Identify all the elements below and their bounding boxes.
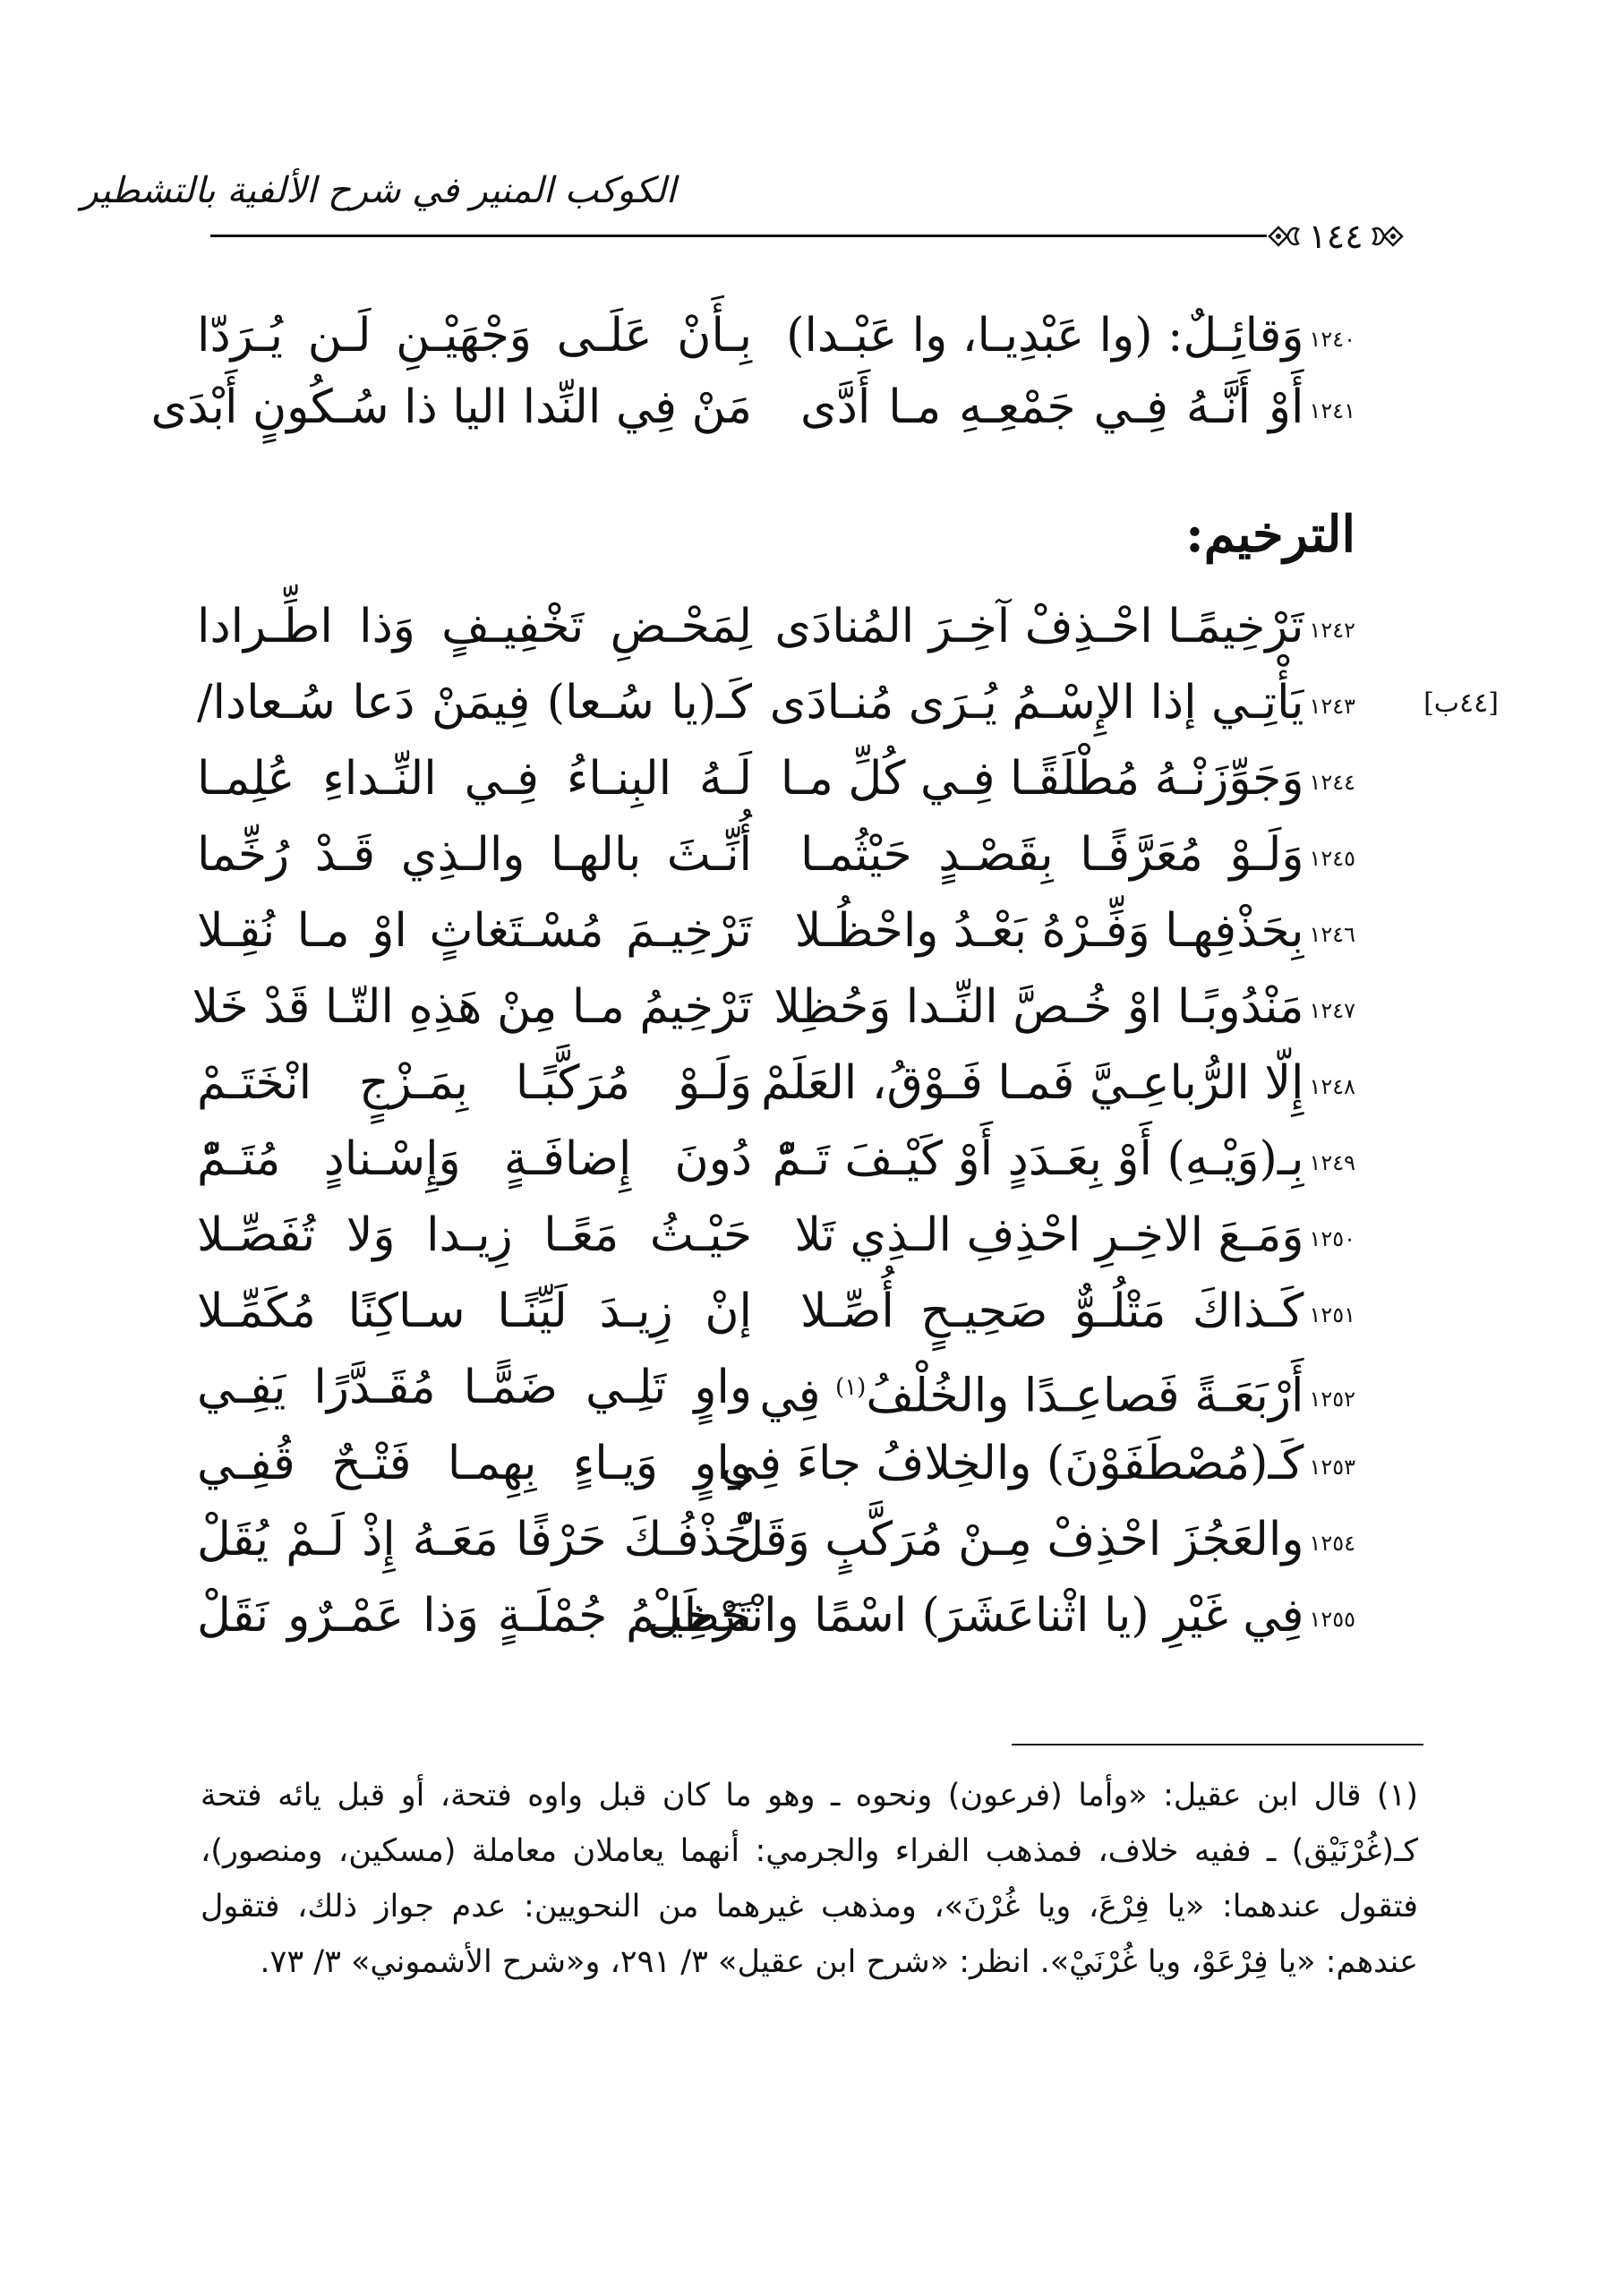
verse-number: ١٢٥٢ [1309, 1386, 1355, 1412]
verse-first-hemistich [769, 671, 1355, 738]
verse-first-hemistich [786, 304, 1355, 371]
verse-number: ١٢٤٦ [1309, 921, 1355, 947]
verse-number: ١٢٤٢ [1309, 617, 1355, 643]
page-number: ١٤٤ [1308, 217, 1363, 256]
verse-second-hemistich: دُونَ إِضافَـةٍ وَإِسْـنادٍ مُتَـمّْ [197, 1132, 752, 1186]
verse-second-hemistich: إنْ زِيـدَ لَيِّنًـا سـاكِنًا مُكَمِّـلا [197, 1285, 752, 1338]
folio-marker: [٤٤ب] [1423, 687, 1499, 719]
verse-number: ١٢٥٤ [1309, 1530, 1355, 1556]
page-number-ornament [1264, 217, 1407, 256]
verse-number: ١٢٥٠ [1309, 1225, 1355, 1251]
verse-first-hemistich [780, 747, 1355, 814]
hemistich-text: أَرْبَعَـةً فَصاعِـدًا والخُلْفُ [866, 1369, 1304, 1423]
hemistich-text: فِي غَيْرِ (يا اثْناعَشَرَ) اسْمًا وانْحَظَلْ [647, 1589, 1304, 1643]
verse-second-hemistich: لَـهُ البِنـاءُ فِـي النِّـداءِ عُلِمـا [197, 752, 752, 806]
verse-first-hemistich [759, 1356, 1355, 1430]
verse-second-hemistich: واوٍ تَلِـي ضَمًّـا مُقَـدَّرًا يَفِـي [197, 1361, 752, 1414]
hemistich-text: مَنْدُوبًـا اوْ خُـصَّ النِّـدا وَحُظِلا [774, 980, 1304, 1034]
verse-number: ١٢٤٥ [1309, 845, 1355, 871]
verse-second-hemistich: مَنْ فِي النِّدا اليا ذا سُـكُونٍ أَبْدَى [150, 380, 752, 434]
verse-first-hemistich [774, 595, 1355, 661]
hemistich-text: وَجَوِّزَنْـهُ مُطْلَقًـا فِـي كُلِّ مـا [780, 752, 1304, 806]
verse-second-hemistich: واوٍ وَيـاءٍ بِهِمـا فَتْـحٌ قُفِـي [197, 1437, 752, 1490]
hemistich-text: وَلَـوْ مُعَرَّفًـا بِقَصْـدٍ حَيْثُمـا [800, 828, 1304, 882]
hemistich-text: فِي [759, 1369, 836, 1423]
verse-first-hemistich [761, 1052, 1355, 1118]
verse-first-hemistich [647, 1584, 1355, 1651]
verse-second-hemistich: تَرْخِيـمُ جُمْلَـةٍ وَذا عَمْـرٌو نَقَلْ [197, 1589, 752, 1643]
verse-first-hemistich [794, 1204, 1355, 1270]
verse-first-hemistich [800, 376, 1355, 442]
verse-first-hemistich [800, 1280, 1355, 1346]
verse-second-hemistich: حَيْـثُ مَعًـا زِيـدا وَلا تُفَصِّـلا [197, 1208, 752, 1262]
running-header-title: الكوكب المنير في شرح الألفية بالتشطير [81, 170, 676, 211]
verse-second-hemistich: تَرْخِيـمَ مُسْـتَغاثٍ اوْ مـا نُقِـلا [197, 904, 752, 958]
verse-number: ١٢٤٣ [1309, 693, 1355, 719]
verse-second-hemistich: بِـأَنْ عَلَـى وَجْهَيْـنِ لَـن يُـرَدّا [197, 309, 752, 363]
footnote-text: (١) قال ابن عقيل: «وأما (فرعون) ونحوه ـ وهو ما كان قبل واوه فتحة، أو قبل يائه فتحة كـ(غُرْنَيْق) ـ ففيه خلاف، فمذهب الفراء والجرمي: أنهما يعاملان معاملة (مسكين، ومنصور)، فتقول عندهما: «يا فِرْعَ، ويا غُرْنَ»، ومذهب غيرهما من النحويين: عدم جواز ذلك، فتقول عندهم: «يا فِرْعَوْ، ويا غُرْنَيْ». انظر: «شرح ابن عقيل» ٣/ ٢٩١، و«شرح الأشموني» ٣/ ٧٣. [201, 1778, 1418, 1980]
verse-number: ١٢٤٠ [1309, 326, 1355, 352]
verse-second-hemistich: كَـ(يا سُـعا) فِيمَنْ دَعا سُـعادا/ [197, 676, 752, 730]
verse-number: ١٢٤١ [1309, 397, 1355, 423]
hemistich-text: كَـ(مُصْطَفَوْنَ) والخِلافُ جاءَ فِي [720, 1437, 1304, 1490]
verse-first-hemistich [720, 1432, 1355, 1498]
hemistich-text: يَأْتِـي إذا الإِسْـمُ يُـرَى مُنـادَى [769, 676, 1304, 730]
hemistich-text: والعَجُزَ احْذِفْ مِـنْ مُرَكَّبٍ وَقَلّْ [730, 1513, 1304, 1566]
verse-first-hemistich [800, 824, 1355, 890]
section-heading: الترخيم: [1185, 505, 1355, 564]
verse-second-hemistich: حَذْفُـكَ حَرْفًا مَعَـهُ إِذْ لَـمْ يُقَلْ [197, 1513, 752, 1566]
verse-number: ١٢٤٧ [1309, 997, 1355, 1023]
verse-number: ١٢٤٨ [1309, 1073, 1355, 1099]
verse-second-hemistich: لِمَحْـضِ تَخْفِيـفٍ وَذا اطِّـرادا [197, 600, 752, 653]
hemistich-text: وَمَـعَ الاخِـرِ احْذِفِ الـذِي تَلا [794, 1208, 1304, 1262]
hemistich-text: أَوْ أَنَّـهُ فِـي جَمْعِـهِ مـا أَدَّى [800, 380, 1304, 434]
verse-number: ١٢٥٣ [1309, 1454, 1355, 1480]
header-rule [210, 235, 1267, 237]
hemistich-text: بِـ(وَيْـهِ) أَوْ بِعَـدَدٍ أَوْ كَيْـفَ تَـمّْ [772, 1132, 1304, 1186]
verse-number: ١٢٤٩ [1309, 1149, 1355, 1175]
hemistich-text: كَـذاكَ مَتْلُـوٌّ صَحِيـحٍ أُصِّـلا [800, 1285, 1304, 1338]
hemistich-text: تَرْخِيمًـا احْـذِفْ آخِـرَ المُنادَى [774, 600, 1304, 653]
verse-number: ١٢٤٤ [1309, 769, 1355, 795]
verse-first-hemistich [774, 976, 1355, 1042]
verse-second-hemistich: أُنِّـثَ بالهـا والـذِي قَـدْ رُخِّما [197, 828, 752, 882]
verse-first-hemistich [730, 1508, 1355, 1575]
footnote-divider [1012, 1744, 1423, 1745]
hemistich-text: وَقائِـلٌ: (وا عَبْدِيـا، وا عَبْـدا) [786, 309, 1304, 363]
hemistich-text: إِلّا الرُّباعِـيَّ فَمـا فَـوْقُ، العَلَمْ [761, 1056, 1304, 1110]
verse-second-hemistich: تَرْخِيمُ مـا مِنْ هَذِهِ التّـا قَدْ خَلا [192, 980, 752, 1034]
hemistich-text: بِحَذْفِهـا وَفِّـرْهُ بَعْـدُ واحْظُـلا [794, 904, 1304, 958]
footnote-reference[interactable]: (١) [835, 1374, 867, 1401]
verse-first-hemistich [772, 1128, 1355, 1194]
verse-second-hemistich: وَلَـوْ مُرَكَّبًـا بِمَـزْجٍ انْخَتَـمْ [197, 1056, 752, 1110]
verse-number: ١٢٥١ [1309, 1302, 1355, 1327]
verse-first-hemistich [794, 900, 1355, 966]
verse-number: ١٢٥٥ [1309, 1606, 1355, 1632]
